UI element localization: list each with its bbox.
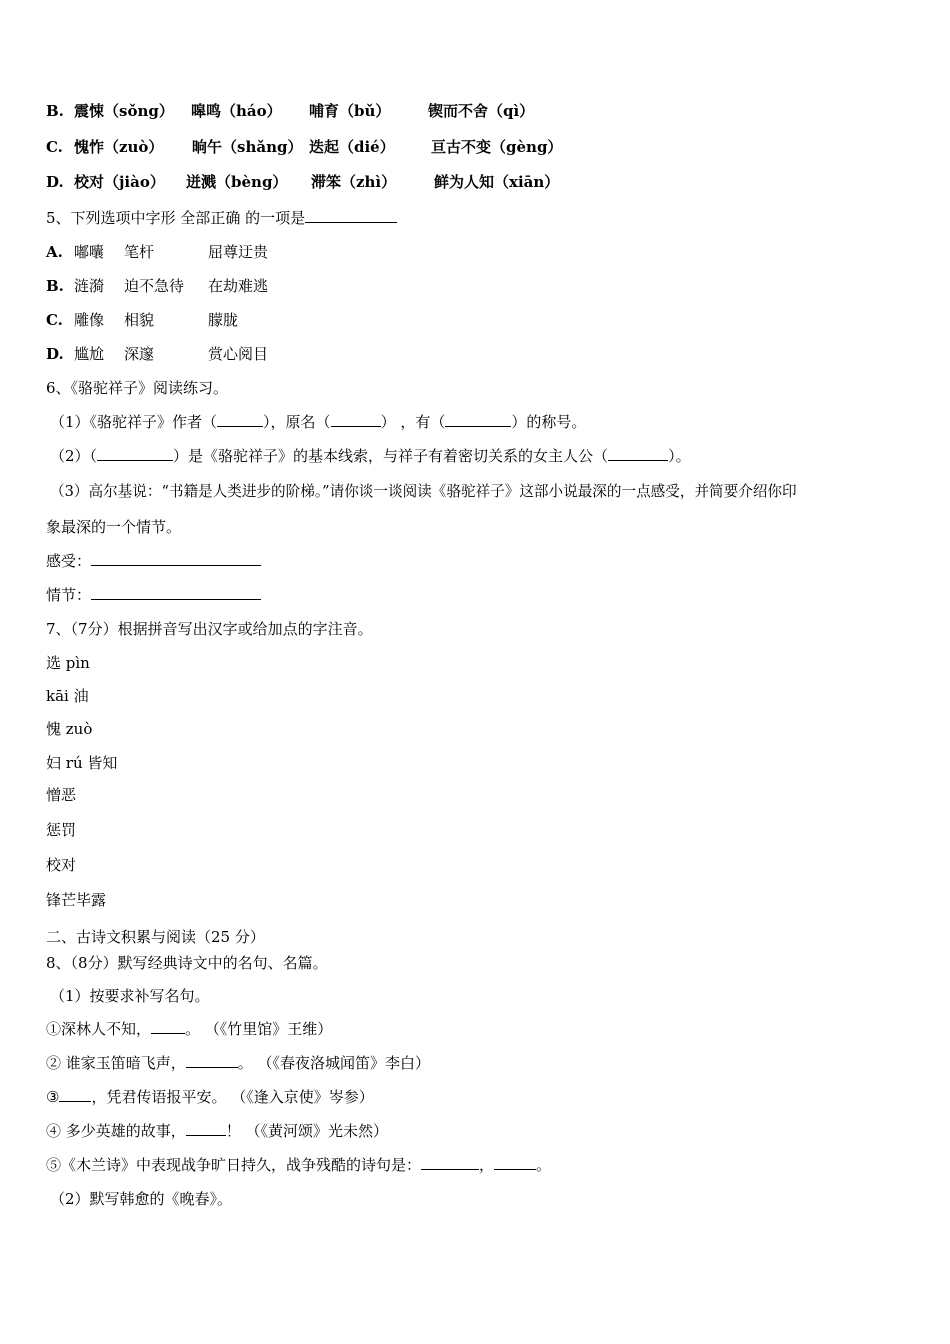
question-6-stem: 6、《骆驼祥子》阅读练习。 <box>46 379 229 397</box>
option-item: 笔杆 <box>124 243 155 261</box>
q7-item: 选 pìn <box>46 654 90 672</box>
option-item: 鲜为人知（xiān） <box>434 173 560 191</box>
option-item: 尴尬 <box>74 345 105 363</box>
option-item: 嘟囔 <box>74 243 105 261</box>
text: ， <box>479 1156 495 1174</box>
title-blank[interactable] <box>445 412 511 427</box>
option-label: A. <box>46 243 63 261</box>
q8-line-1 <box>46 1019 332 1039</box>
option-label: C. <box>46 138 63 156</box>
option-item: 亘古不变（gèng） <box>431 138 563 156</box>
text: ④ 多少英雄的故事， <box>46 1122 186 1140</box>
option-item: 嗥鸣（háo） <box>191 102 282 120</box>
answer-blank[interactable] <box>305 208 397 223</box>
option-item: 校对（jiào） <box>74 173 165 191</box>
option-label: D. <box>46 345 64 363</box>
q7-item: 妇 rú 皆知 <box>46 754 118 772</box>
option-label: D. <box>46 173 64 191</box>
q6-part-3-cont: 象最深的一个情节。 <box>46 518 182 536</box>
text: ）。 <box>668 447 691 465</box>
answer-blank[interactable] <box>59 1087 91 1102</box>
text: ③ <box>46 1088 60 1106</box>
original-name-blank[interactable] <box>331 412 381 427</box>
option-label: B. <box>46 102 64 120</box>
option-item: 迸溅（bèng） <box>186 173 288 191</box>
text: 。 （《竹里馆》王维） <box>185 1020 333 1038</box>
option-item: 迫不急待 <box>124 277 185 295</box>
option-item: 深邃 <box>124 345 155 363</box>
text: （1）《骆驼祥子》作者（ <box>50 413 218 431</box>
option-item: 滞笨（zhì） <box>311 173 397 191</box>
q7-item: 校对 <box>46 856 77 874</box>
option-item: 赏心阅目 <box>208 345 269 363</box>
stem-text: 5、下列选项中字形 全部正确 的一项是 <box>46 209 306 227</box>
q6-part-3: （3）高尔基说：“书籍是人类进步的阶梯。”请你谈一谈阅读《骆驼祥子》这部小说最深的一点感受，并简要介绍你印 <box>50 483 797 500</box>
answer-blank[interactable] <box>494 1155 536 1170</box>
q8-line-5 <box>46 1155 551 1175</box>
text: 。 （《春夜洛城闻笛》李白） <box>237 1054 431 1072</box>
option-item: 朦胧 <box>208 311 239 329</box>
text: ），原名（ <box>263 413 331 431</box>
option-item: 锲而不舍（qì） <box>428 102 535 120</box>
option-item: 哺育（bǔ） <box>309 102 391 120</box>
option-item: 震悚（sǒng） <box>74 102 174 120</box>
option-item: 晌午（shǎng） <box>192 138 303 156</box>
q7-item: 愧 zuò <box>46 720 93 738</box>
text: ！ （《黄河颂》光未然） <box>225 1122 389 1140</box>
q8-part-1: （1）按要求补写名句。 <box>50 987 210 1005</box>
section-heading: 二、古诗文积累与阅读（25 分） <box>46 928 265 946</box>
plot-blank[interactable] <box>91 585 261 600</box>
text: ）是《骆驼祥子》的基本线索，与祥子有着密切关系的女主人公（ <box>173 447 609 465</box>
feeling-label: 感受： <box>46 552 92 570</box>
question-8-stem: 8、（8分）默写经典诗文中的名句、名篇。 <box>46 954 328 972</box>
option-item: 雕像 <box>74 311 105 329</box>
q7-item: 憎恶 <box>46 786 77 804</box>
text: ⑤《木兰诗》中表现战争旷日持久，战争残酷的诗句是： <box>46 1156 422 1174</box>
text: ①深林人不知， <box>46 1020 152 1038</box>
option-item: 屈尊迂贵 <box>208 243 269 261</box>
q8-part-2: （2）默写韩愈的《晚春》。 <box>50 1190 233 1208</box>
plot-label: 情节： <box>46 586 92 604</box>
answer-blank[interactable] <box>186 1053 238 1068</box>
text: ） ，有（ <box>380 413 446 431</box>
feeling-blank[interactable] <box>91 551 261 566</box>
q7-item: kāi 油 <box>46 687 89 705</box>
text: ② 谁家玉笛暗飞声， <box>46 1054 186 1072</box>
author-blank[interactable] <box>217 412 263 427</box>
text: （2）（ <box>50 447 98 465</box>
feeling-line <box>46 551 261 571</box>
text: ，凭君传语报平安。 （《逢入京使》岑参） <box>91 1088 374 1106</box>
option-label: B. <box>46 277 64 295</box>
q7-item: 锋芒毕露 <box>46 891 107 909</box>
question-5-stem <box>46 208 397 228</box>
option-item: 在劫难逃 <box>208 277 269 295</box>
q8-line-2 <box>46 1053 430 1073</box>
text: 。 <box>536 1156 552 1174</box>
clue-blank[interactable] <box>97 446 173 461</box>
option-label: C. <box>46 311 63 329</box>
answer-blank[interactable] <box>421 1155 479 1170</box>
option-item: 迭起（dié） <box>309 138 395 156</box>
text: ）的称号。 <box>511 413 587 431</box>
answer-blank[interactable] <box>186 1121 226 1136</box>
option-item: 愧怍（zuò） <box>74 138 164 156</box>
option-item: 相貌 <box>124 311 155 329</box>
heroine-blank[interactable] <box>608 446 668 461</box>
answer-blank[interactable] <box>151 1019 185 1034</box>
q6-part-2 <box>50 446 691 466</box>
option-item: 涟漪 <box>74 277 105 295</box>
question-7-stem: 7、（7分）根据拼音写出汉字或给加点的字注音。 <box>46 620 373 638</box>
plot-line <box>46 585 261 605</box>
q8-line-4 <box>46 1121 388 1141</box>
q7-item: 惩罚 <box>46 821 77 839</box>
q6-part-1 <box>50 412 586 432</box>
q8-line-3 <box>46 1087 374 1107</box>
